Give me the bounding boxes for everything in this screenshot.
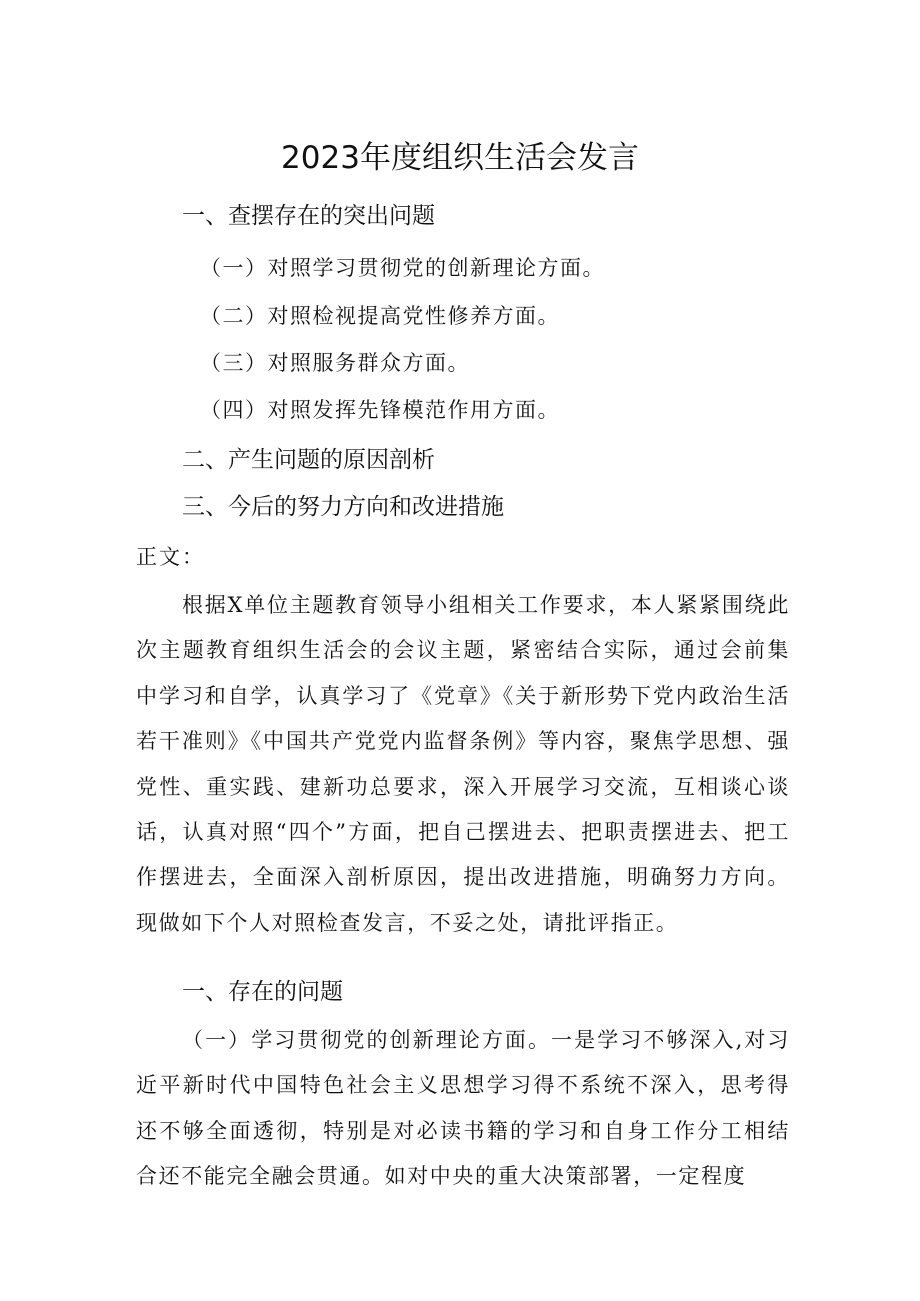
- outline-item-3: （三）对照服务群众方面。: [200, 351, 470, 375]
- outline-item-2: （二）对照检视提高党性修养方面。: [200, 304, 560, 328]
- outline-heading-2: 二、产生问题的原因剖析: [182, 447, 435, 473]
- outline-item-4: （四）对照发挥先锋模范作用方面。: [200, 398, 560, 422]
- intro-paragraph: 根据X单位主题教育领导小组相关工作要求，本人紧紧围绕此次主题教育组织生活会的会议主题，紧密结合实际，通过会前集中学习和自学，认真学习了《党章》《关于新形势下党内政治生活若干准则》《中国共产党党内监督条例》等内容，聚焦学思想、强党性、重实践、建新功总要求，深入开展学习交流，互相谈心谈话，认真对照“四个”方面，把自己摆进去、把职责摆进去、把工作摆进去，全面深入剖析原因，提出改进措施，明确努力方向。现做如下个人对照检查发言，不妥之处，请批评指正。: [136, 593, 790, 935]
- section-paragraph-theory: （一）学习贯彻党的创新理论方面。一是学习不够深入,对习近平新时代中国特色社会主义思想学习得不系统不深入，思考得还不够全面透彻，特别是对必读书籍的学习和自身工作分工相结合还不能完全融会贯通。如对中央的重大决策部署，一定程度: [136, 1028, 790, 1189]
- outline-item-1: （一）对照学习贯彻党的创新理论方面。: [200, 256, 605, 280]
- section-heading-issues: 一、存在的问题: [182, 979, 343, 1005]
- outline-heading-1: 一、查摆存在的突出问题: [182, 203, 435, 229]
- outline-heading-3: 三、今后的努力方向和改进措施: [182, 494, 504, 520]
- body-label: 正文：: [136, 545, 205, 569]
- page-title: 2023年度组织生活会发言: [281, 140, 639, 176]
